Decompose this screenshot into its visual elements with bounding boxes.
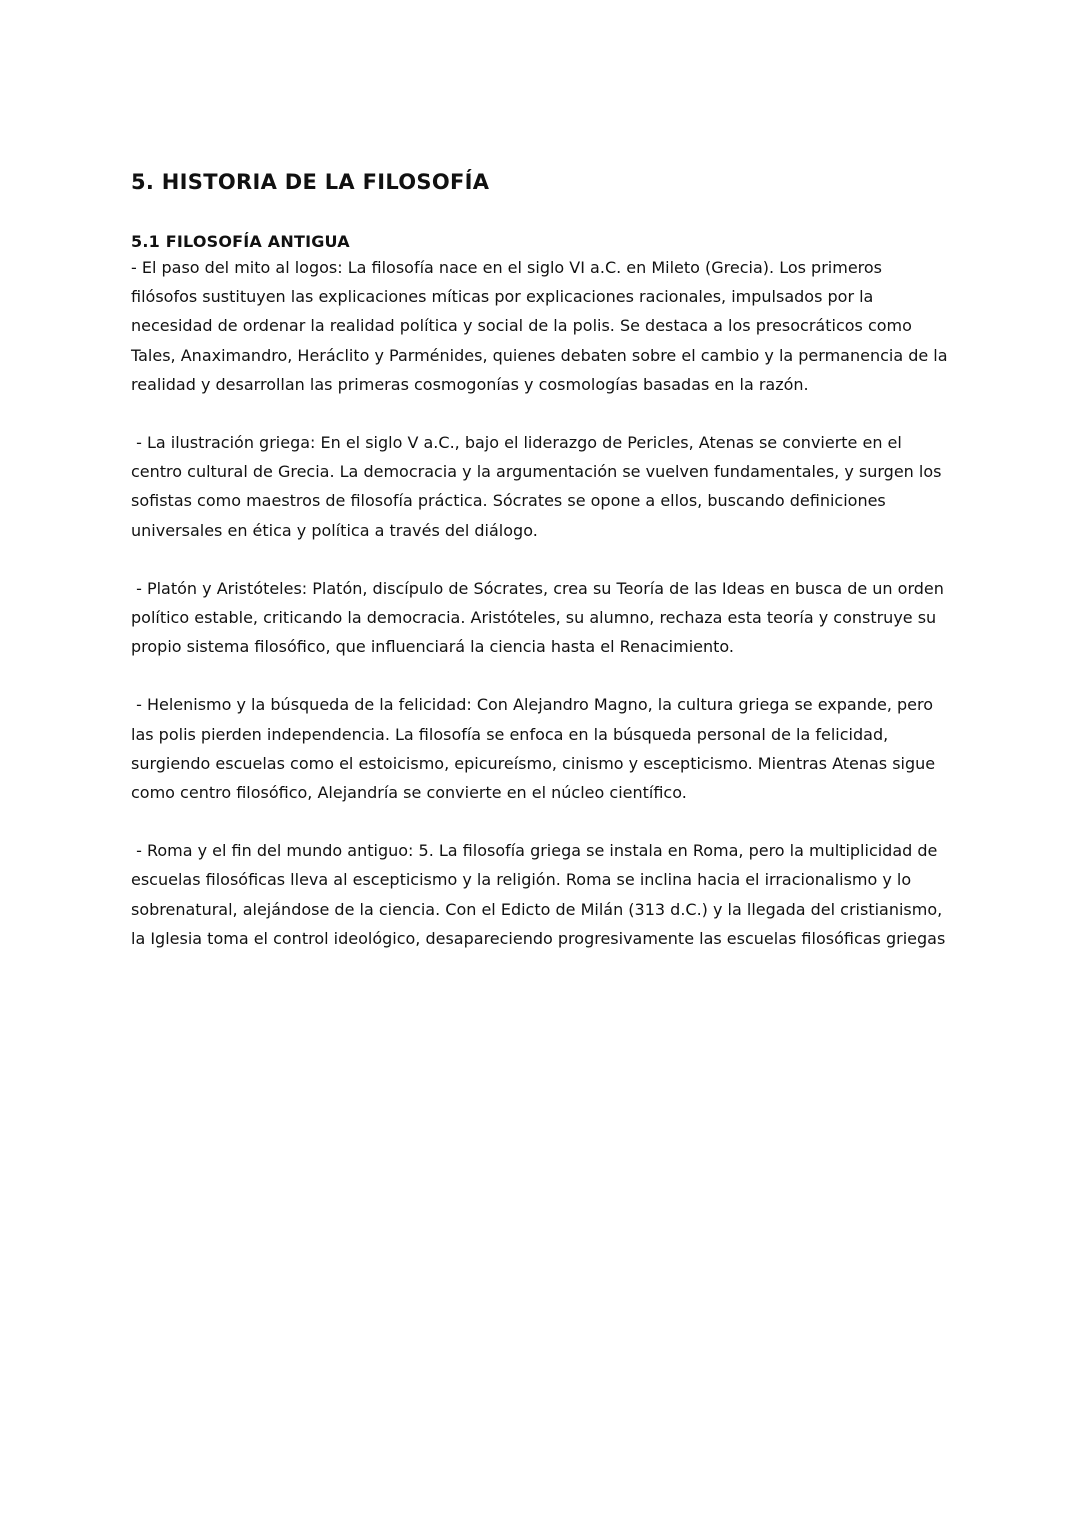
paragraph-roma: - Roma y el fin del mundo antiguo: 5. La filosofía griega se instala en Roma, pero la multiplicidad de escuelas filosóficas lleva al escepticismo y la religión. Roma se inclina hacia el irracionalismo y lo sobrenatural, alejándose de la ciencia. Con el Edicto de Milán (313 d.C.) y la llegada del cristianismo, la Iglesia toma el control ideológico, desapareciendo progresivamente las escuelas filosóficas griegas xyxy=(131,841,948,948)
page-title: 5. HISTORIA DE LA FILOSOFÍA xyxy=(131,170,490,194)
paragraph-mito-logos: - El paso del mito al logos: La filosofía nace en el siglo VI a.C. en Mileto (Grecia). Los primeros filósofos sustituyen las explicaciones míticas por explicaciones racionales, impulsados por la necesidad de ordenar la realidad política y social de la polis. Se destaca a los presocráticos como Tales, Anaximandro, Heráclito y Parménides, quienes debaten sobre el cambio y la permanencia de la realidad y desarrollan las primeras cosmogonías y cosmologías basadas en la razón. xyxy=(131,258,953,394)
paragraph-ilustracion-griega: - La ilustración griega: En el siglo V a.C., bajo el liderazgo de Pericles, Atenas se convierte en el centro cultural de Grecia. La democracia y la argumentación se vuelven fundamentales, y surgen los sofistas como maestros de filosofía práctica. Sócrates se opone a ellos, buscando definiciones universales en ética y política a través del diálogo. xyxy=(131,433,947,540)
document-body xyxy=(131,166,951,953)
section-title: 5.1 FILOSOFÍA ANTIGUA xyxy=(131,232,350,251)
paragraph-platon-aristoteles: - Platón y Aristóteles: Platón, discípulo de Sócrates, crea su Teoría de las Ideas en busca de un orden político estable, criticando la democracia. Aristóteles, su alumno, rechaza esta teoría y construye su propio sistema filosófico, que influenciará la ciencia hasta el Renacimiento. xyxy=(131,578,949,657)
paragraph-helenismo: - Helenismo y la búsqueda de la felicidad: Con Alejandro Magno, la cultura griega se expande, pero las polis pierden independencia. La filosofía se enfoca en la búsqueda personal de la felicidad, surgiendo escuelas como el estoicismo, epicureísmo, cinismo y escepticismo. Mientras Atenas sigue como centro filosófico, Alejandría se convierte en el núcleo científico. xyxy=(131,695,941,803)
